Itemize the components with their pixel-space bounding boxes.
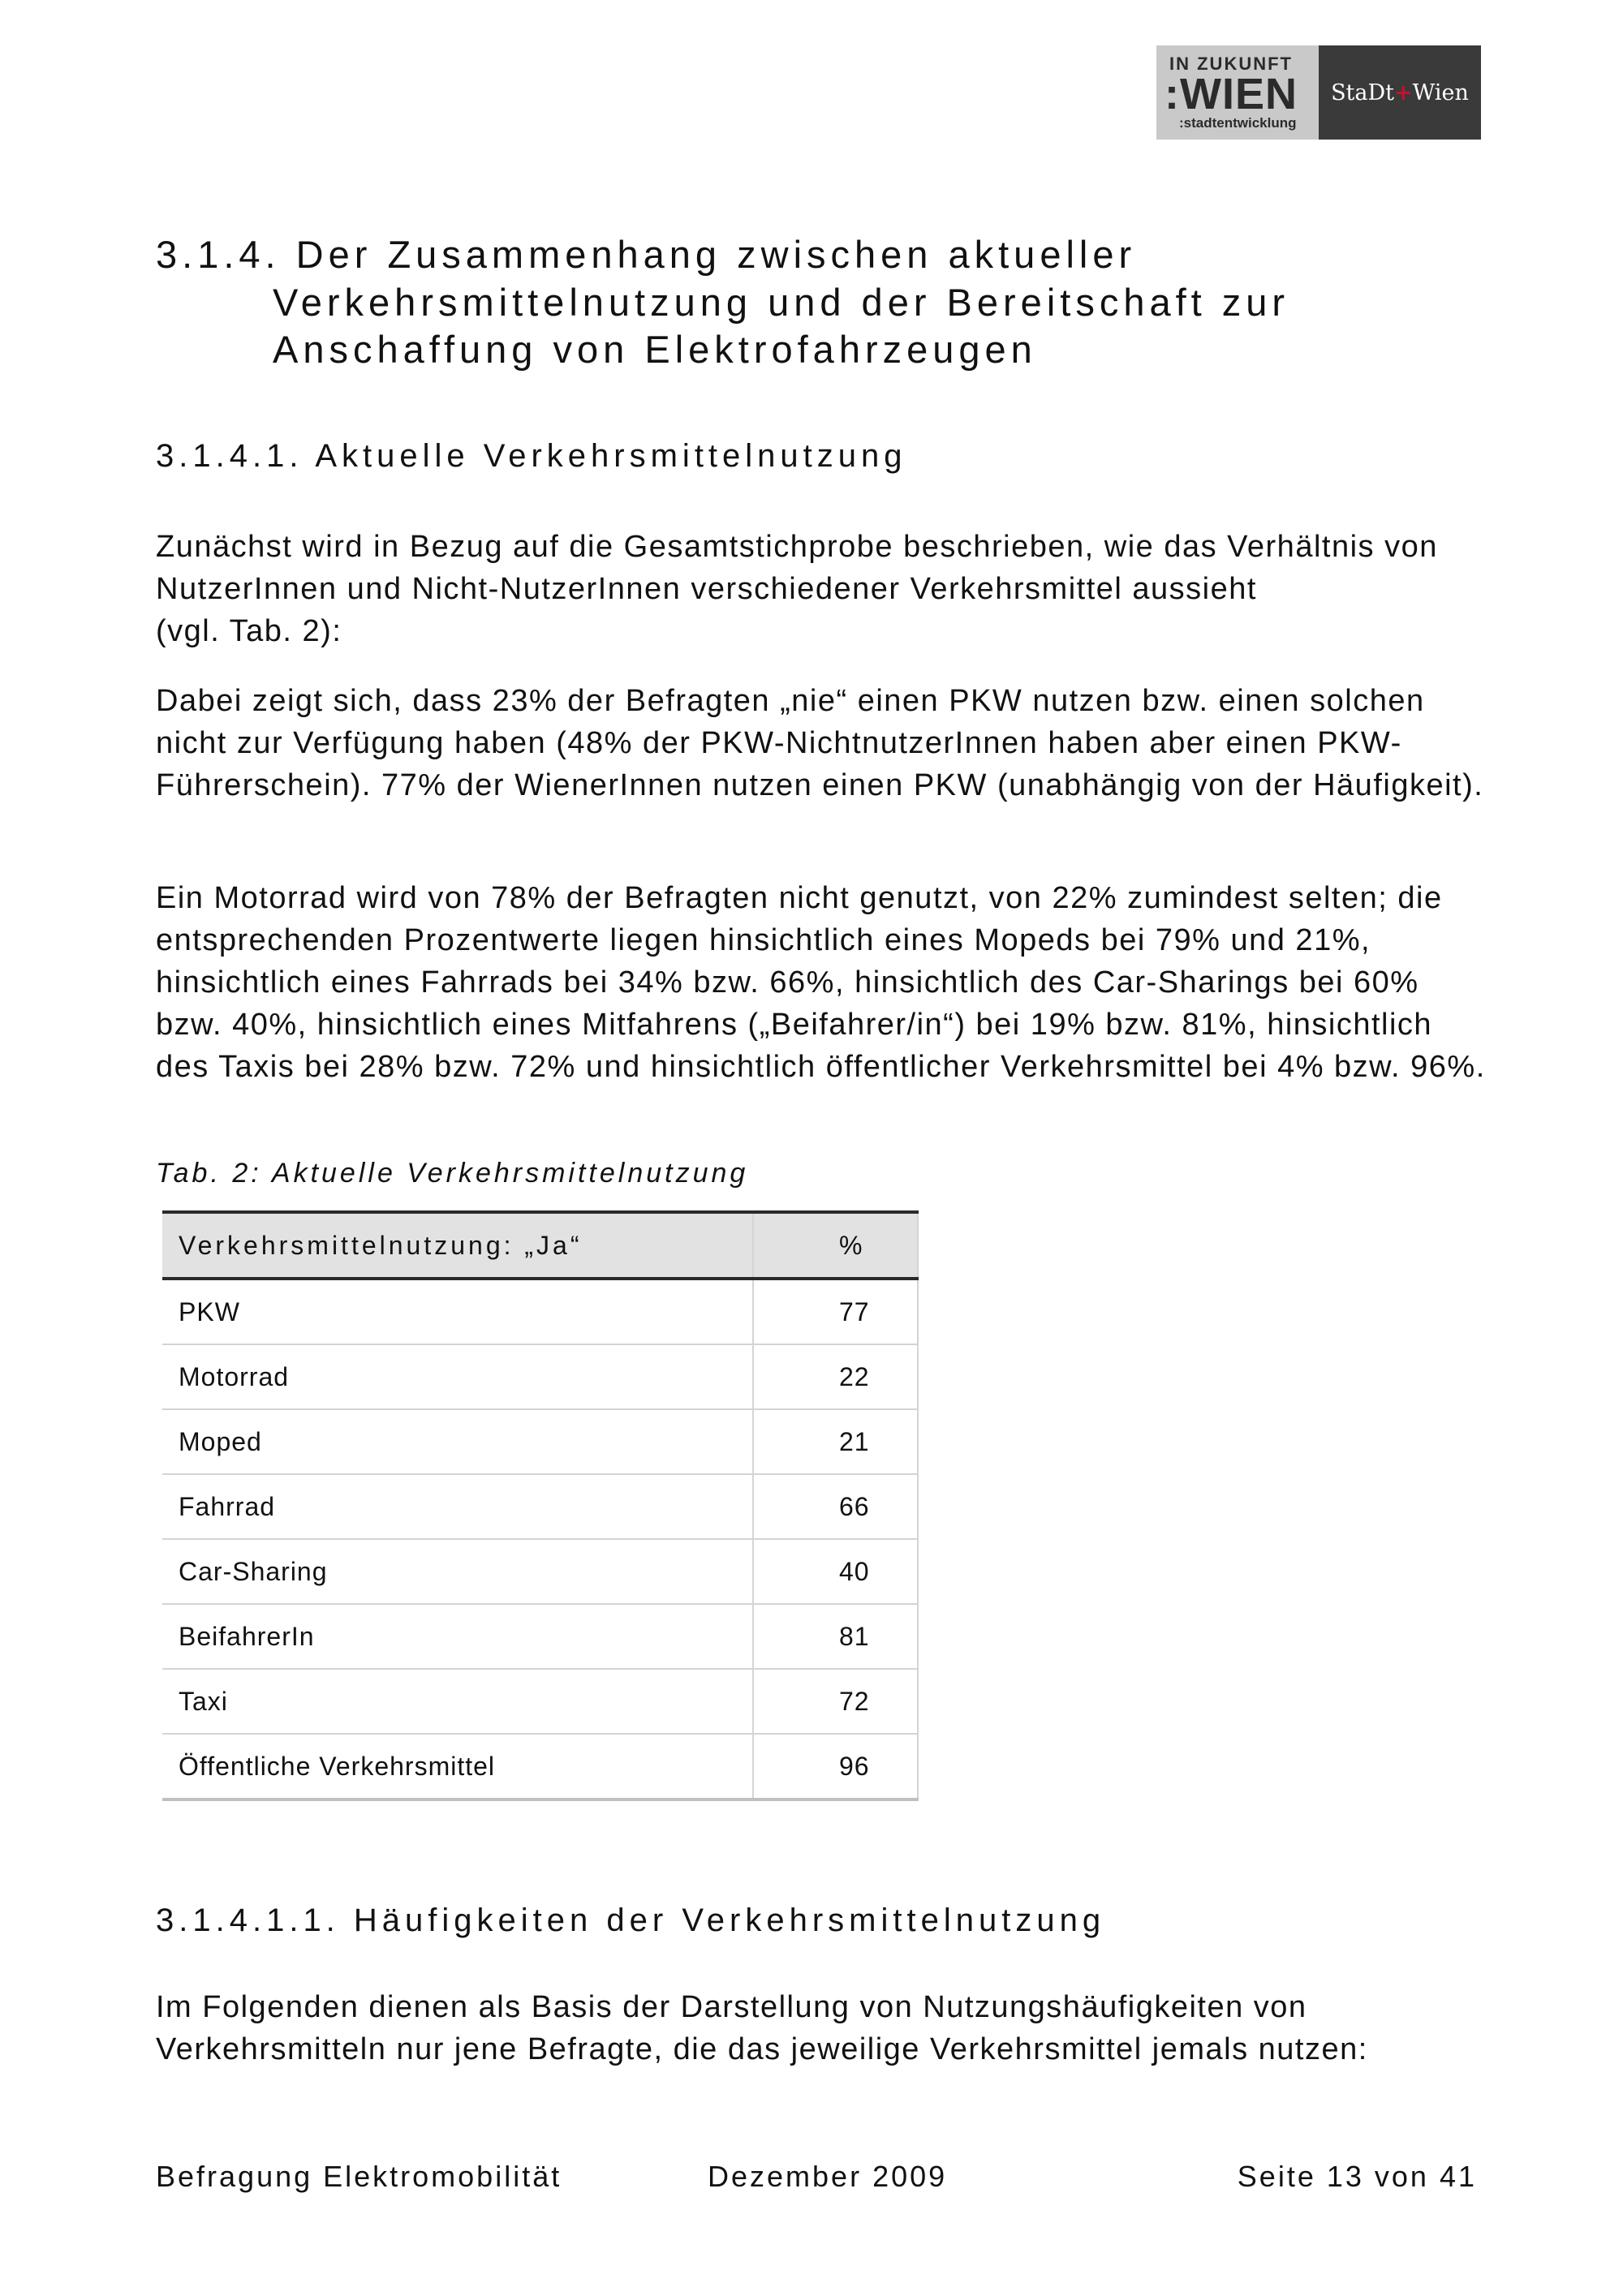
table-row: [162, 1604, 918, 1669]
paragraph-verkehrsmittel: Ein Motorrad wird von 78% der Befragten nicht genutzt, von 22% zumindest selten; die entsprechenden Prozentwerte liegen hinsichtlich eines Mopeds bei 79% und 21%, hinsichtlich eines Fahrrads bei 34% bzw. 66%, hinsichtlich des Car-Sharings bei 60% bzw. 40%, hinsichtlich eines Mitfahrens („Beifahrer/in“) bei 19% bzw. 81%, hinsichtlich des Taxis bei 28% bzw. 72% und hinsichtlich öffentlicher Verkehrsmittel bei 4% bzw. 96%.: [156, 881, 1486, 1084]
row-label: Moped: [162, 1409, 753, 1474]
row-value: 96: [753, 1734, 918, 1799]
row-label: Taxi: [162, 1669, 753, 1734]
row-label: BeifahrerIn: [162, 1604, 753, 1669]
row-value: 22: [753, 1344, 918, 1409]
section-heading-line3: Anschaffung von Elektrofahrzeugen: [273, 328, 1037, 371]
header-logo: [1156, 45, 1481, 140]
row-value: 77: [753, 1279, 918, 1344]
paragraph-haeufigkeiten: Im Folgenden dienen als Basis der Darstellung von Nutzungshäufigkeiten von Verkehrsmitteln nur jene Befragte, die das jeweilige Verkehrsmittel jemals nutzen:: [156, 1990, 1368, 2066]
paragraph-intro-ref: (vgl. Tab. 2):: [156, 614, 342, 648]
logo-stadt-text: StaDt: [1331, 80, 1395, 105]
table-row: [162, 1734, 918, 1799]
subsubsection-heading: 3.1.4.1.1. Häufigkeiten der Verkehrsmittelnutzung: [156, 1903, 1106, 1938]
footer-title: Befragung Elektromobilität: [156, 2160, 562, 2193]
row-label: Motorrad: [162, 1344, 753, 1409]
usage-table: [162, 1210, 919, 1801]
row-value: 81: [753, 1604, 918, 1669]
section-heading-line2: Verkehrsmittelnutzung und der Bereitschaft zur: [273, 281, 1290, 324]
row-label: Car-Sharing: [162, 1539, 753, 1604]
logo-line1: IN ZUKUNFT: [1169, 54, 1293, 74]
row-label: Öffentliche Verkehrsmittel: [162, 1734, 753, 1799]
subsection-heading: 3.1.4.1. Aktuelle Verkehrsmittelnutzung: [156, 438, 907, 474]
table-row: [162, 1474, 918, 1539]
row-value: 72: [753, 1669, 918, 1734]
row-value: 40: [753, 1539, 918, 1604]
table-header-row: [162, 1212, 918, 1279]
row-value: 21: [753, 1409, 918, 1474]
row-value: 66: [753, 1474, 918, 1539]
footer-page-number: Seite 13 von 41: [1237, 2160, 1477, 2193]
logo-stadtentwicklung: [1156, 45, 1319, 140]
row-label: PKW: [162, 1279, 753, 1344]
logo-cross-icon: +: [1394, 80, 1413, 105]
table-row: [162, 1279, 918, 1344]
section-heading-line1: 3.1.4. Der Zusammenhang zwischen aktueller: [156, 233, 1137, 276]
table-caption: Tab. 2: Aktuelle Verkehrsmittelnutzung: [156, 1158, 749, 1189]
paragraph-intro: [156, 526, 1487, 652]
logo-line3: :stadtentwicklung: [1179, 115, 1297, 131]
table-row: [162, 1344, 918, 1409]
logo-wien-text: Wien: [1412, 80, 1469, 105]
logo-stadt-wien: [1319, 45, 1481, 140]
table-row: [162, 1409, 918, 1474]
table-row: [162, 1669, 918, 1734]
footer-date: Dezember 2009: [708, 2160, 948, 2193]
table-header-label: Verkehrsmittelnutzung: „Ja“: [162, 1212, 753, 1279]
logo-line2: :WIEN: [1165, 70, 1298, 118]
row-label: Fahrrad: [162, 1474, 753, 1539]
table-row: [162, 1539, 918, 1604]
table-header-percent: %: [753, 1212, 918, 1279]
paragraph-intro-text: Zunächst wird in Bezug auf die Gesamtstichprobe beschrieben, wie das Verhältnis von NutzerInnen und Nicht-NutzerInnen verschiedener Verkehrsmittel aussieht: [156, 530, 1438, 606]
paragraph-pkw: Dabei zeigt sich, dass 23% der Befragten „nie“ einen PKW nutzen bzw. einen solchen nicht zur Verfügung haben (48% der PKW-NichtnutzerInnen haben aber einen PKW-Führerschein). 77% der WienerInnen nutzen einen PKW (unabhängig von der Häufigkeit).: [156, 684, 1484, 802]
